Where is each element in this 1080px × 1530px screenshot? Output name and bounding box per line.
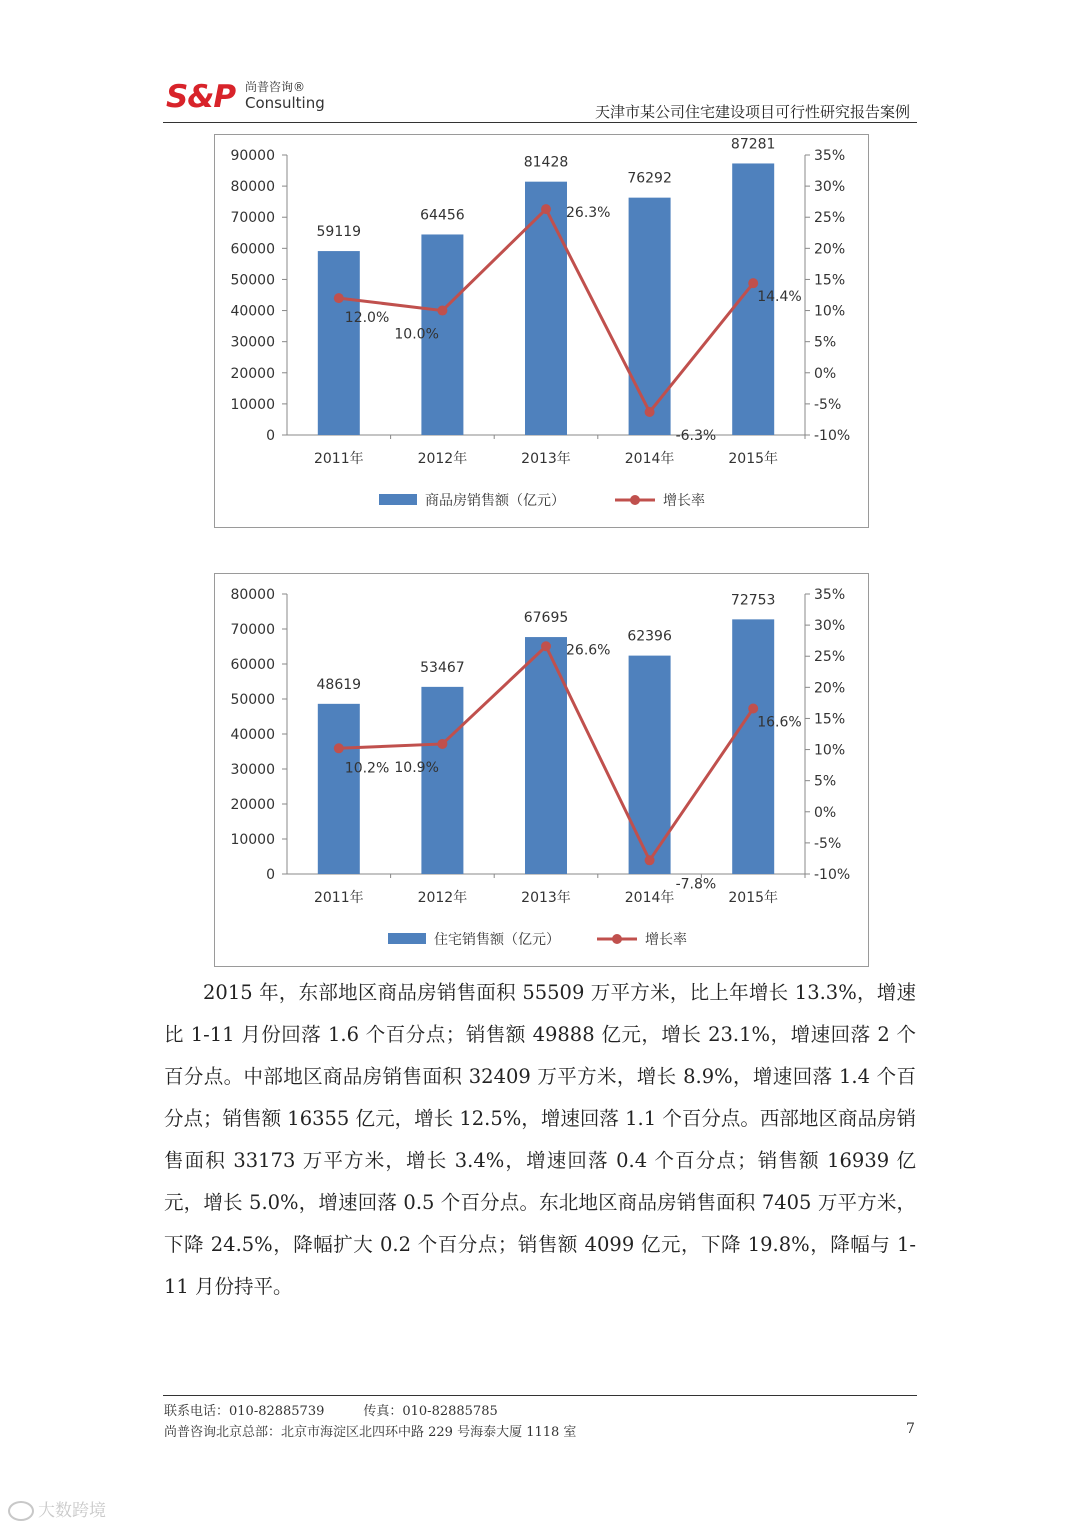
right-axis-tick-label: 25% [814,210,846,227]
growth-rate-label: 10.0% [394,326,439,343]
growth-rate-point [541,641,551,651]
bar-value-label: 72753 [730,592,776,609]
x-axis-category-label: 2014年 [624,451,675,467]
footer-divider [163,1395,917,1396]
bar [629,198,671,435]
left-axis-tick-label: 20000 [230,365,275,382]
left-axis-tick-label: 30000 [230,334,275,351]
left-axis-tick-label: 70000 [230,210,275,227]
growth-rate-point [437,306,447,316]
growth-rate-label: 14.4% [757,289,802,306]
left-axis-tick-label: 80000 [230,179,275,196]
left-axis-tick-label: 90000 [230,148,275,164]
growth-rate-point [645,855,655,865]
bar-value-label: 76292 [627,170,672,187]
left-axis-tick-label: 60000 [230,657,275,673]
right-axis-tick-label: 10% [814,303,846,320]
document-title: 天津市某公司住宅建设项目可行性研究报告案例 [594,103,910,121]
legend-bar-swatch [388,933,426,944]
right-axis-tick-label: -5% [814,396,842,413]
left-axis-tick-label: 40000 [230,303,275,320]
bar-value-label: 81428 [523,154,569,171]
right-axis-tick-label: 35% [814,148,846,164]
legend-line-label: 增长率 [645,932,687,948]
growth-rate-label: 10.9% [394,759,439,776]
x-axis-category-label: 2011年 [313,890,364,906]
logo-chinese-name: 尚普咨询® [245,80,306,94]
right-axis-tick-label: 0% [814,804,837,821]
chart-commercial-housing-sales [214,134,869,528]
header-divider [163,122,917,123]
footer-address: 尚普咨询北京总部：北京市海淀区北四环中路 229 号海泰大厦 1118 室 [164,1425,577,1440]
x-axis-category-label: 2015年 [728,451,779,467]
right-axis-tick-label: -10% [814,867,851,883]
left-axis-tick-label: 80000 [230,587,275,603]
left-axis-tick-label: 50000 [230,272,275,289]
legend-line-marker [630,495,640,505]
bar-value-label: 59119 [316,224,362,241]
right-axis-tick-label: 0% [814,365,837,382]
bar-value-label: 67695 [523,610,569,627]
legend-bar-label: 商品房销售额（亿元） [425,493,565,509]
growth-rate-point [748,278,758,288]
x-axis-category-label: 2014年 [624,890,675,906]
bar-value-label: 48619 [316,676,362,693]
left-axis-tick-label: 10000 [230,396,275,413]
legend-bar-swatch [379,494,417,505]
bar-value-label: 53467 [420,659,465,676]
growth-rate-point [334,743,344,753]
left-axis-tick-label: 70000 [230,622,275,638]
growth-rate-label: 16.6% [757,714,802,731]
left-axis-tick-label: 50000 [230,692,275,708]
page-number: 7 [906,1421,915,1437]
x-axis-category-label: 2012年 [417,451,468,467]
left-axis-tick-label: 0 [266,867,275,883]
bar [525,182,567,435]
right-axis-tick-label: 15% [814,272,846,289]
watermark-text: 大数跨境 [38,1501,106,1521]
right-axis-tick-label: 20% [814,241,846,258]
bar-value-label: 62396 [627,628,672,645]
body-paragraph: 2015 年，东部地区商品房销售面积 55509 万平方米，比上年增长 13.3%，增速比 1-11 月份回落 1.6 个百分点；销售额 49888 亿元，增长 23.1%，增速回落 2 个百分点。中部地区商品房销售面积 32409 万平方米，增长 8.9%，增速回落 1.4 个百分点；销售额 16355 亿元，增长 12.5%，增速回落 1.1 个百分点。西部地区商品房销售面积 33173 万平方米，增长 3.4%，增速回落 0.4 个百分点；销售额 16939 亿元，增长 5.0%，增速回落 0.5 个百分点。东北地区商品房销售面积 7405 万平方米，下降 24.5%，降幅扩大 0.2 个百分点；销售额 4099 亿元，下降 19.8%，降幅与 1-11 月份持平。 [164,981,916,1298]
right-axis-tick-label: 35% [814,587,846,603]
logo-english-name: Consulting [245,94,325,112]
growth-rate-point [541,204,551,214]
right-axis-tick-label: 20% [814,680,846,697]
left-axis-tick-label: 0 [266,428,275,444]
chart-residential-sales [214,573,869,967]
footer-contact: 联系电话：010-82885739 传真：010-82885785 [164,1404,498,1419]
bar [732,619,774,874]
company-logo [166,80,336,116]
growth-rate-label: 26.6% [566,642,611,659]
bar-value-label: 64456 [420,207,465,224]
legend-bar-label: 住宅销售额（亿元） [434,932,560,948]
growth-rate-point [748,703,758,713]
x-axis-category-label: 2015年 [728,890,779,906]
growth-rate-label: -7.8% [675,876,717,893]
bar-value-label: 87281 [730,136,776,153]
legend-line-label: 增长率 [663,493,705,509]
x-axis-category-label: 2012年 [417,890,468,906]
logo-mark: S&P [166,79,236,115]
bar [421,687,463,874]
x-axis-category-label: 2011年 [313,451,364,467]
x-axis-category-label: 2013年 [521,890,571,906]
left-axis-tick-label: 20000 [230,797,275,813]
left-axis-tick-label: 10000 [230,832,275,848]
legend-line-marker [612,934,622,944]
chart-residential-sales-svg [215,574,868,966]
right-axis-tick-label: 30% [814,179,846,196]
right-axis-tick-label: 15% [814,711,846,728]
bar [525,637,567,874]
right-axis-tick-label: -5% [814,835,842,852]
x-axis-category-label: 2013年 [521,451,571,467]
chart-commercial-housing-sales-svg [215,135,868,527]
left-axis-tick-label: 30000 [230,762,275,778]
left-axis-tick-label: 40000 [230,727,275,743]
left-axis-tick-label: 60000 [230,241,275,258]
right-axis-tick-label: 10% [814,742,846,759]
watermark [8,1496,106,1521]
right-axis-tick-label: 30% [814,618,846,635]
growth-rate-point [334,293,344,303]
right-axis-tick-label: 5% [814,334,837,351]
growth-rate-label: 10.2% [344,760,390,777]
growth-rate-point [437,739,447,749]
growth-rate-label: 26.3% [566,205,611,222]
bar [318,704,360,874]
watermark-logo-icon [8,1501,34,1521]
growth-rate-label: 12.0% [344,310,390,327]
body-text [164,972,916,1308]
bar [318,251,360,435]
right-axis-tick-label: 25% [814,649,846,666]
right-axis-tick-label: 5% [814,773,837,790]
growth-rate-label: -6.3% [675,427,717,444]
growth-rate-point [645,407,655,417]
right-axis-tick-label: -10% [814,428,851,444]
